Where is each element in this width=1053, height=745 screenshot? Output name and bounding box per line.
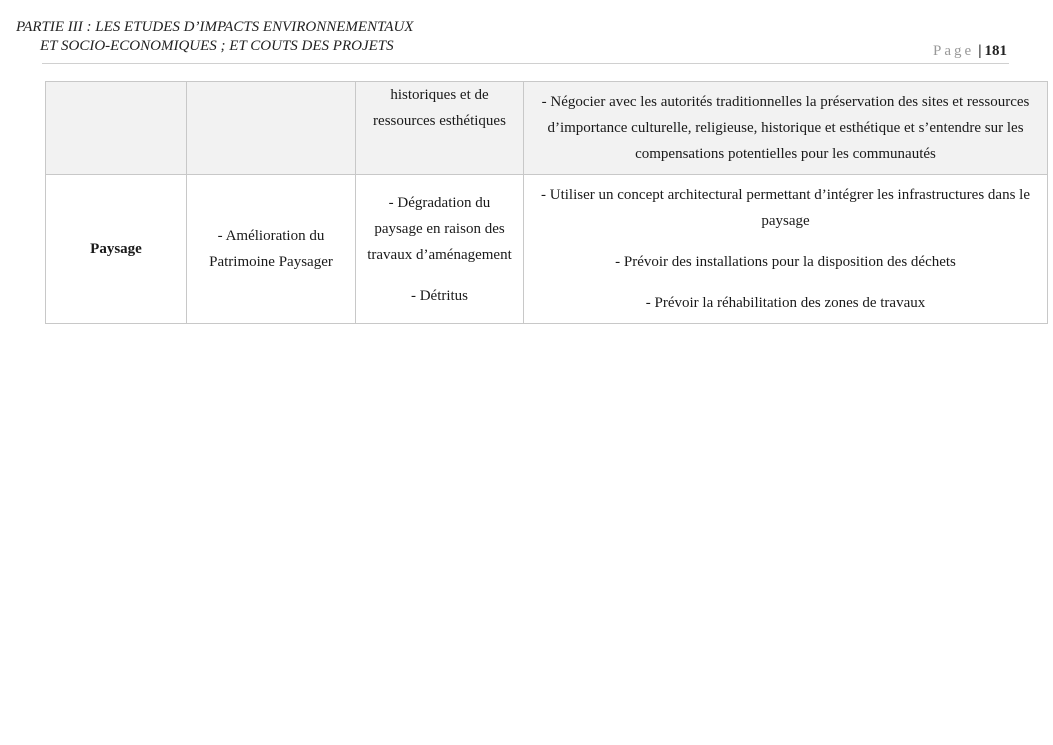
measure-cell xyxy=(524,175,1048,324)
measure-text: - Négocier avec les autorités traditionnelles la préservation des sites et ressources d’importance culturelle, religieuse, historique et esthétique et s’entendre sur les compensations potentielles pour les communautés xyxy=(541,94,1030,162)
measure-item: - Utiliser un concept architectural permettant d’intégrer les infrastructures dans le paysage xyxy=(541,187,1030,229)
benefit-cell xyxy=(187,175,356,324)
page-header-title xyxy=(16,18,476,56)
measure-cell xyxy=(524,82,1048,175)
benefit-cell xyxy=(187,82,356,175)
impact-cell xyxy=(356,175,524,324)
header-title-line-2: ET SOCIO-ECONOMIQUES ; ET COUTS DES PROJETS xyxy=(40,38,394,54)
measure-item: - Prévoir la réhabilitation des zones de travaux xyxy=(645,295,926,311)
impact-text: historiques et de ressources esthétiques xyxy=(373,87,506,129)
impact-mitigation-table xyxy=(45,81,1048,324)
page-number-block xyxy=(933,43,1007,60)
header-title-line-1: PARTIE III : LES ETUDES D’IMPACTS ENVIRONNEMENTAUX xyxy=(16,19,414,35)
impact-item: - Dégradation du paysage en raison des travaux d’aménagement xyxy=(367,194,512,263)
page-label: Page xyxy=(933,43,975,59)
header-divider xyxy=(42,63,1009,64)
page-number: 181 xyxy=(984,43,1007,59)
page-separator: | xyxy=(978,43,982,59)
impact-cell xyxy=(356,82,524,175)
measure-item: - Prévoir des installations pour la disposition des déchets xyxy=(615,254,956,270)
table-row-continuation xyxy=(46,82,1048,175)
impact-item: - Détritus xyxy=(410,287,469,304)
table-row-paysage xyxy=(46,175,1048,324)
theme-cell-paysage: Paysage xyxy=(46,175,187,324)
benefit-text: - Amélioration du Patrimoine Paysager xyxy=(209,228,333,270)
theme-cell xyxy=(46,82,187,175)
